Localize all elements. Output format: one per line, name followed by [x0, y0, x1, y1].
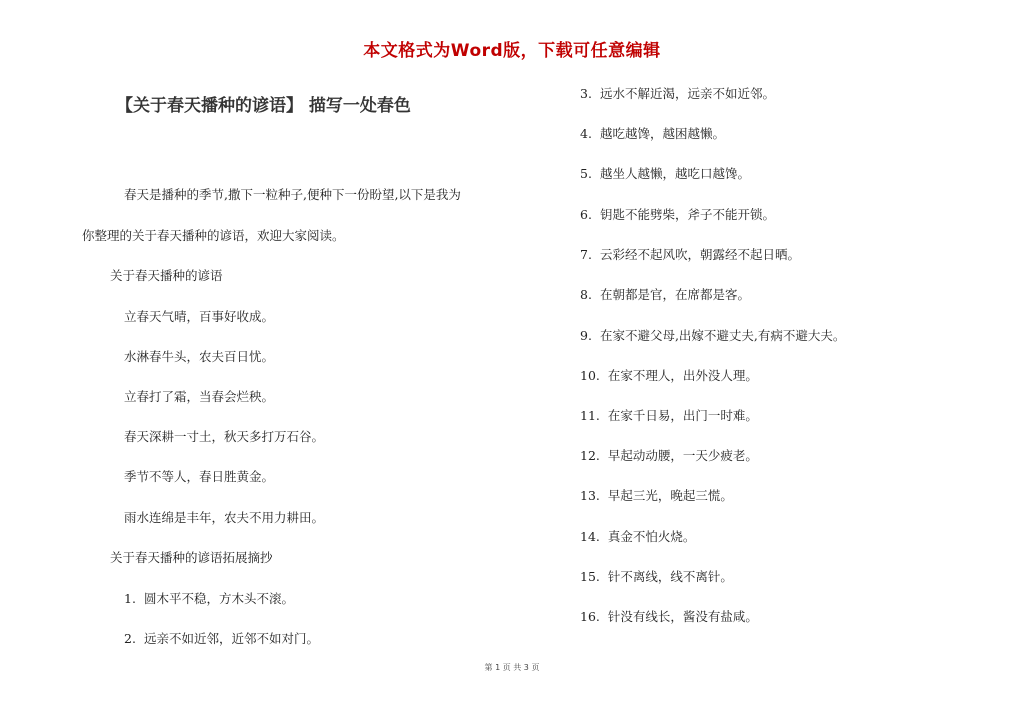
numbered-proverb — [580, 408, 758, 424]
item-number: 3. — [580, 86, 592, 101]
item-text: 在家不理人，出外没人理。 — [607, 368, 758, 383]
item-text: 早起动动腰，一天少疲老。 — [607, 448, 758, 463]
item-number: 4. — [580, 126, 592, 141]
numbered-proverb — [580, 207, 775, 223]
numbered-proverb — [580, 166, 750, 182]
left-column — [0, 0, 520, 660]
item-text: 在朝都是官，在席都是客。 — [599, 287, 750, 302]
item-number: 7. — [580, 247, 592, 262]
item-text: 在家千日易，出门一时难。 — [607, 408, 758, 423]
numbered-proverb — [580, 529, 695, 545]
numbered-proverb — [580, 569, 733, 585]
item-text: 针不离线，线不离针。 — [607, 569, 733, 584]
item-number: 9. — [580, 328, 592, 343]
numbered-proverb — [580, 247, 800, 263]
proverb-item: 季节不等人，春日胜黄金。 — [124, 469, 275, 484]
intro-line-2: 你整理的关于春天播种的谚语，欢迎大家阅读。 — [82, 228, 345, 243]
item-text: 远亲不如近邻，近邻不如对门。 — [143, 631, 319, 646]
item-text: 针没有线长，酱没有盐咸。 — [607, 609, 758, 624]
item-number: 10. — [580, 368, 600, 383]
item-text: 圆木平不稳，方木头不滚。 — [143, 591, 294, 606]
proverb-item: 立春打了霜，当春会烂秧。 — [124, 389, 275, 404]
document-title: 【关于春天播种的谚语】 描写一处春色 — [116, 96, 411, 116]
document-banner: 本文格式为Word版，下载可任意编辑 — [363, 41, 661, 61]
item-number: 1. — [124, 591, 136, 606]
item-text: 远水不解近渴，远亲不如近邻。 — [599, 86, 775, 101]
numbered-proverb — [580, 448, 758, 464]
item-text: 早起三光，晚起三慌。 — [607, 488, 733, 503]
section-heading-extended: 关于春天播种的谚语拓展摘抄 — [110, 550, 273, 565]
item-number: 12. — [580, 448, 600, 463]
proverb-item: 雨水连绵是丰年，农夫不用力耕田。 — [124, 510, 325, 525]
numbered-proverb — [580, 609, 758, 625]
item-text: 真金不怕火烧。 — [607, 529, 696, 544]
intro-line-1: 春天是播种的季节,撒下一粒种子,便种下一份盼望,以下是我为 — [124, 187, 461, 202]
item-number: 6. — [580, 207, 592, 222]
numbered-proverb — [580, 86, 775, 102]
numbered-proverb — [124, 591, 294, 607]
item-text: 钥匙不能劈柴，斧子不能开锁。 — [599, 207, 775, 222]
page-footer: 第 1 页 共 3 页 — [484, 663, 540, 672]
item-number: 16. — [580, 609, 600, 624]
item-number: 11. — [580, 408, 600, 423]
item-text: 越坐人越懒，越吃口越馋。 — [599, 166, 750, 181]
section-heading-proverbs: 关于春天播种的谚语 — [110, 268, 223, 283]
proverb-item: 立春天气晴，百事好收成。 — [124, 309, 275, 324]
right-column — [560, 0, 1000, 660]
item-number: 14. — [580, 529, 600, 544]
numbered-proverb — [580, 328, 845, 344]
item-text: 越吃越馋，越困越懒。 — [599, 126, 725, 141]
proverb-item: 水淋春牛头，农夫百日忧。 — [124, 349, 275, 364]
proverb-item: 春天深耕一寸土，秋天多打万石谷。 — [124, 429, 325, 444]
numbered-proverb — [580, 488, 733, 504]
numbered-proverb — [580, 126, 725, 142]
item-number: 8. — [580, 287, 592, 302]
item-number: 13. — [580, 488, 600, 503]
item-number: 2. — [124, 631, 136, 646]
item-number: 5. — [580, 166, 592, 181]
numbered-proverb — [580, 368, 758, 384]
numbered-proverb — [580, 287, 750, 303]
item-text: 云彩经不起风吹，朝露经不起日晒。 — [599, 247, 800, 262]
item-number: 15. — [580, 569, 600, 584]
item-text: 在家不避父母,出嫁不避丈夫,有病不避大夫。 — [599, 328, 846, 343]
numbered-proverb — [124, 631, 319, 647]
